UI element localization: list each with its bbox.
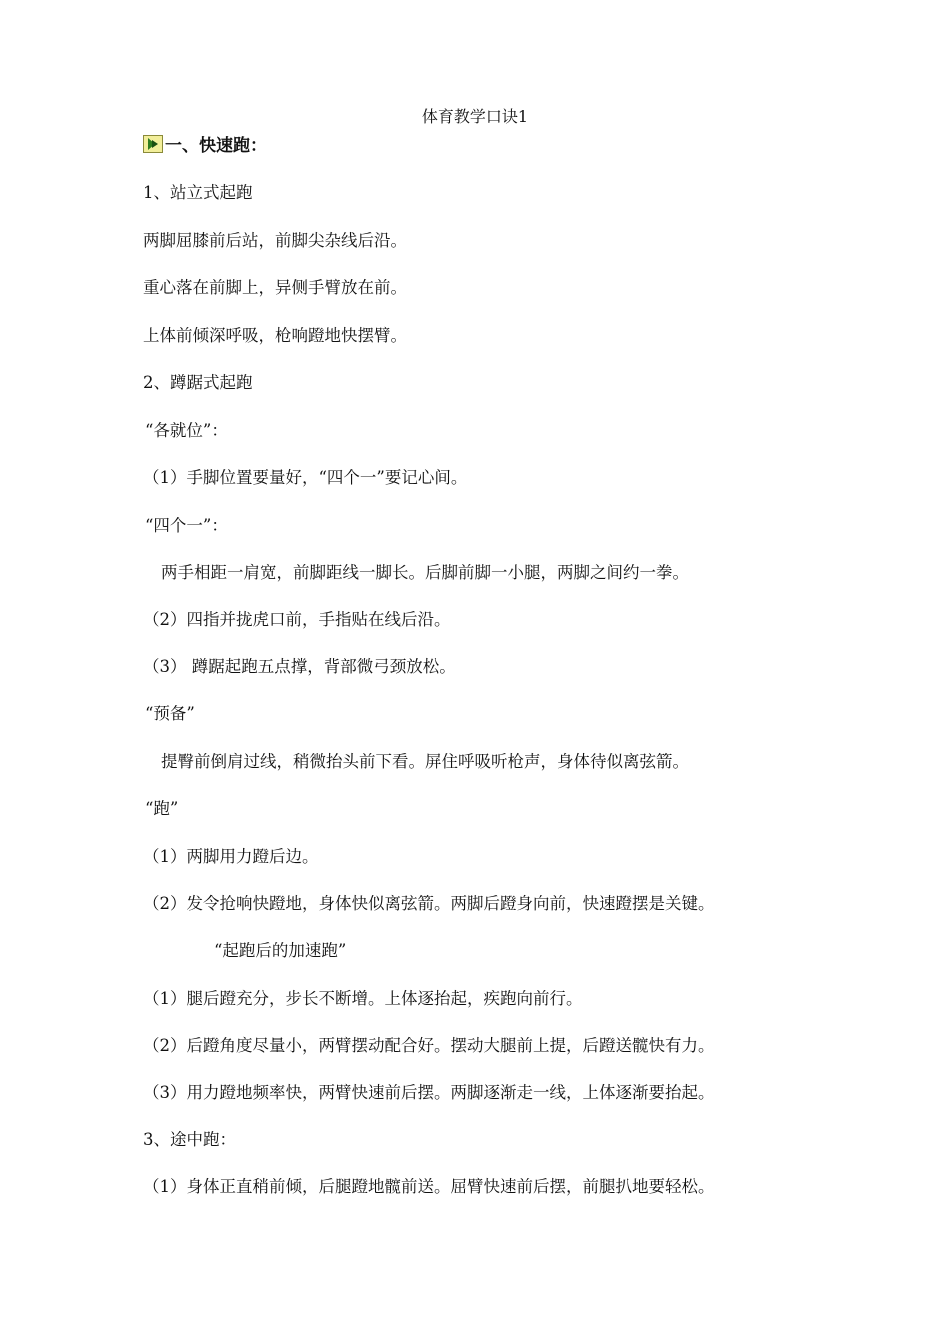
- paragraph-line: （1）两脚用力蹬后边。: [143, 847, 319, 866]
- paragraph-line: 两脚屈膝前后站，前脚尖杂线后沿。: [143, 231, 407, 250]
- paragraph-line: （3） 蹲踞起跑五点撑，背部微弓颈放松。: [143, 657, 456, 676]
- paragraph-line: （3）用力蹬地频率快，两臂快速前后摆。两脚逐渐走一线，上体逐渐要抬起。: [143, 1083, 715, 1102]
- paragraph-line: （2）后蹬角度尽量小，两臂摆动配合好。摆动大腿前上提，后蹬送髋快有力。: [143, 1036, 715, 1055]
- paragraph-line: “跑”: [145, 799, 179, 818]
- paragraph-line: （1）腿后蹬充分，步长不断增。上体逐抬起，疾跑向前行。: [143, 989, 583, 1008]
- paragraph-line: （2）四指并拢虎口前，手指贴在线后沿。: [143, 610, 451, 629]
- paragraph-line: 两手相距一肩宽，前脚距线一脚长。后脚前脚一小腿，两脚之间约一拳。: [161, 563, 689, 582]
- paragraph-line: 上体前倾深呼吸，枪响蹬地快摆臂。: [143, 326, 407, 345]
- paragraph-line: 重心落在前脚上，异侧手臂放在前。: [143, 278, 407, 297]
- paragraph-line: “各就位”：: [145, 421, 228, 440]
- section-heading: [143, 131, 267, 156]
- bullet-icon: [143, 135, 163, 153]
- paragraph-line: （1）身体正直稍前倾，后腿蹬地髋前送。屈臂快速前后摆，前腿扒地要轻松。: [143, 1177, 715, 1196]
- section-heading-text: 一、快速跑：: [165, 136, 267, 156]
- subheading: 1、站立式起跑: [143, 183, 253, 202]
- paragraph-line: “起跑后的加速跑”: [214, 941, 347, 960]
- subheading: 3、途中跑：: [143, 1130, 236, 1149]
- paragraph-line: “预备”: [145, 704, 195, 723]
- document-title: 体育教学口诀1: [421, 107, 529, 126]
- paragraph-line: “四个一”：: [145, 516, 228, 535]
- paragraph-line: （1）手脚位置要量好，“四个一”要记心间。: [143, 468, 468, 487]
- subheading: 2、蹲踞式起跑: [143, 373, 253, 392]
- paragraph-line: （2）发令抢响快蹬地，身体快似离弦箭。两脚后蹬身向前，快速蹬摆是关键。: [143, 894, 715, 913]
- paragraph-line: 提臀前倒肩过线，稍微抬头前下看。屏住呼吸听枪声，身体待似离弦箭。: [161, 752, 689, 771]
